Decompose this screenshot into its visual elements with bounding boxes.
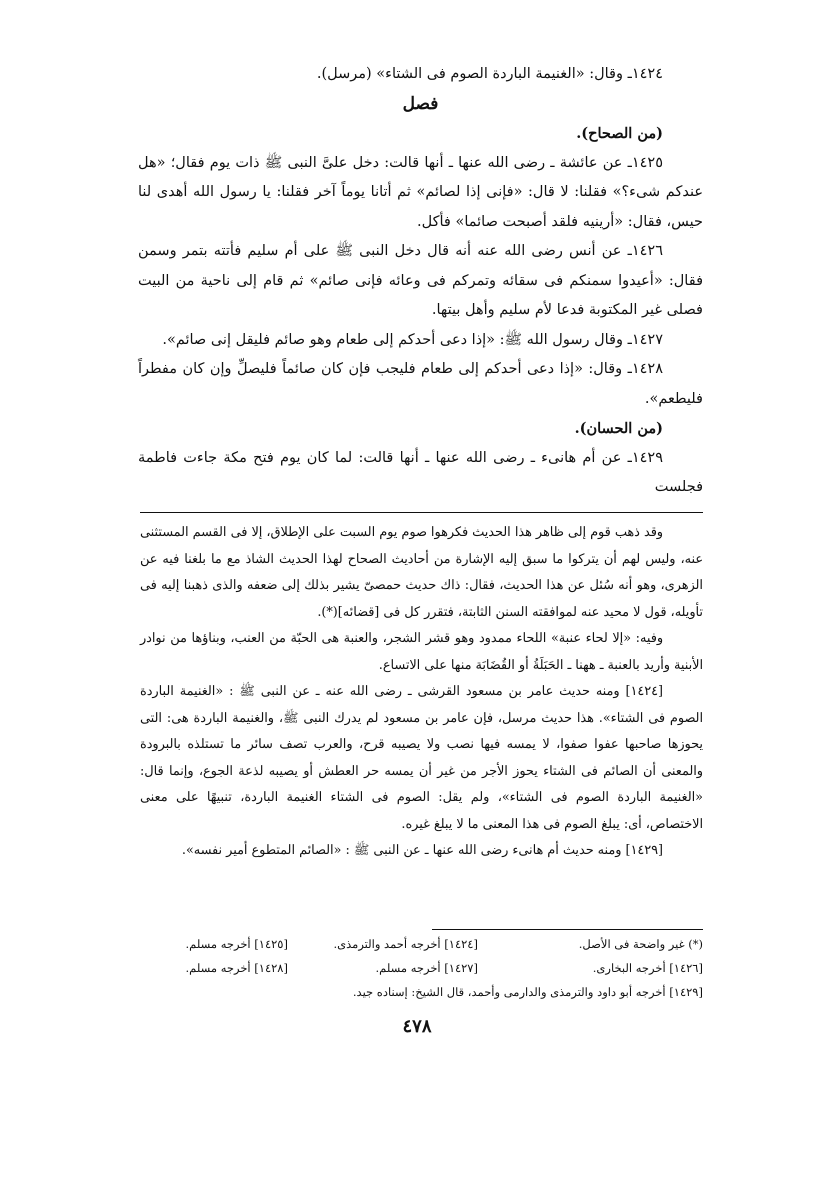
footnote: [١٤٢٤] أخرجه أحمد والترمذى. <box>333 937 478 951</box>
footnote-row <box>140 932 703 956</box>
footnote: [١٤٢٧] أخرجه مسلم. <box>375 961 478 975</box>
hadith-1425: ١٤٢٥ـ عن عائشة ـ رضى الله عنها ـ أنها قالت: دخل علىَّ النبى ﷺ ذات يوم فقال؛ «هل عندكم شىء؟» فقلنا: لا قال: «فإنى إذا لصائم» ثم أتانا يوماً آخر فقلنا: يا رسول الله أهدى لنا حيس، فقال: «أرينيه فلقد أصبحت صائما» فأكل. <box>138 154 703 230</box>
main-text <box>138 60 703 503</box>
separator-line <box>140 512 703 513</box>
commentary-paragraph: وقد ذهب قوم إلى ظاهر هذا الحديث فكرهوا صوم يوم السبت على الإطلاق، إلا فى القسم المستثنى عنه، وليس لهم أن يتركوا ما سبق إليه الإشارة من أحاديث الصحاح لهذا الحديث الشاذ مع ما بلغنا فيه عن الزهرى، وهو أنه سُئل عن هذا الحديث، فقال: ذاك حديث حمصىّ يشير بذلك إلى ضعفه والذى ذهبنا إليه فى تأويله، قول لا محيد عنه لموافقته السنن الثابتة، فتقرر كل فى [قضائه](*). <box>140 525 703 620</box>
footnote: (*) غير واضحة فى الأصل. <box>578 937 703 951</box>
commentary <box>140 520 703 865</box>
footnote-separator <box>432 929 703 930</box>
page-number: ٤٧٨ <box>402 1016 432 1037</box>
footnote: [١٤٢٩] أخرجه أبو داود والترمذى والدارمى وأحمد، قال الشيخ: إسناده جيد. <box>352 985 703 999</box>
commentary-paragraph: [١٤٢٤] ومنه حديث عامر بن مسعود القرشى ـ رضى الله عنه ـ عن النبى ﷺ : «الغنيمة الباردة الصوم فى الشتاء». هذا حديث مرسل، فإن عامر بن مسعود لم يدرك النبى ﷺ، والغنيمة الباردة هى: التى يحوزها صاحبها عفوا صفوا، لا يمسه فيها نصب ولا يصيبه قرح، والعرب تصف سائر ما تستلذه بالبرودة والمعنى أن الصائم فى الشتاء يحوز الأجر من غير أن يمسه حر العطش أو يصيبه لذعة الجوع، وإنما قال: «الغنيمة الباردة الصوم فى الشتاء»، ولم يقل: الصوم فى الشتاء الغنيمة الباردة، تنبيهًا على معنى الاختصاص، أى: يبلغ الصوم فى هذا المعنى ما لا يبلغ غيره. <box>140 684 703 832</box>
commentary-paragraph: وفيه: «إلا لحاء عنبة» اللحاء ممدود وهو قشر الشجر، والعنبة هى الحبّة من العنب، وبناؤها من نوادر الأبنية وأريد بالعنبة ـ ههنا ـ الحَبَلَةُ أو القُضَابَة منها على الاتساع. <box>140 631 703 673</box>
section-label-sahih: (من الصحاح). <box>576 125 663 142</box>
footnote-row <box>140 956 703 980</box>
footnote: [١٤٢٨] أخرجه مسلم. <box>185 961 288 975</box>
section-heading: فصل <box>402 93 439 114</box>
hadith-1428: ١٤٢٨ـ وقال: «إذا دعى أحدكم إلى طعام فليجب فإن كان صائماً فليصلِّ وإن كان مفطراً فليطعم». <box>138 361 703 407</box>
hadith-1424: ١٤٢٤ـ وقال: «الغنيمة الباردة الصوم فى الشتاء» (مرسل). <box>316 66 663 82</box>
commentary-paragraph: [١٤٢٩] ومنه حديث أم هانىء رضى الله عنها ـ عن النبى ﷺ : «الصائم المتطوع أمير نفسه». <box>181 843 663 858</box>
hadith-1426: ١٤٢٦ـ عن أنس رضى الله عنه أنه قال دخل النبى ﷺ على أم سليم فأتته بتمر وسمن فقال: «أعيدوا سمنكم فى سقائه وتمركم فى وعائه فإنى صائم» ثم قام إلى ناحية من البيت فصلى غير المكتوبة فدعا لأم سليم وأهل بيتها. <box>138 243 703 318</box>
hadith-1429: ١٤٢٩ـ عن أم هانىء ـ رضى الله عنها ـ أنها قالت: لما كان يوم فتح مكة جاءت فاطمة فجلست <box>138 449 703 495</box>
footnotes <box>140 932 703 1004</box>
footnote-row <box>140 980 703 1004</box>
footnote: [١٤٢٥] أخرجه مسلم. <box>185 937 288 951</box>
footnote: [١٤٢٦] أخرجه البخارى. <box>592 961 703 975</box>
hadith-1427: ١٤٢٧ـ وقال رسول الله ﷺ: «إذا دعى أحدكم إلى طعام وهو صائم فليقل إنى صائم». <box>162 331 663 348</box>
section-label-hasan: (من الحسان). <box>574 420 663 437</box>
